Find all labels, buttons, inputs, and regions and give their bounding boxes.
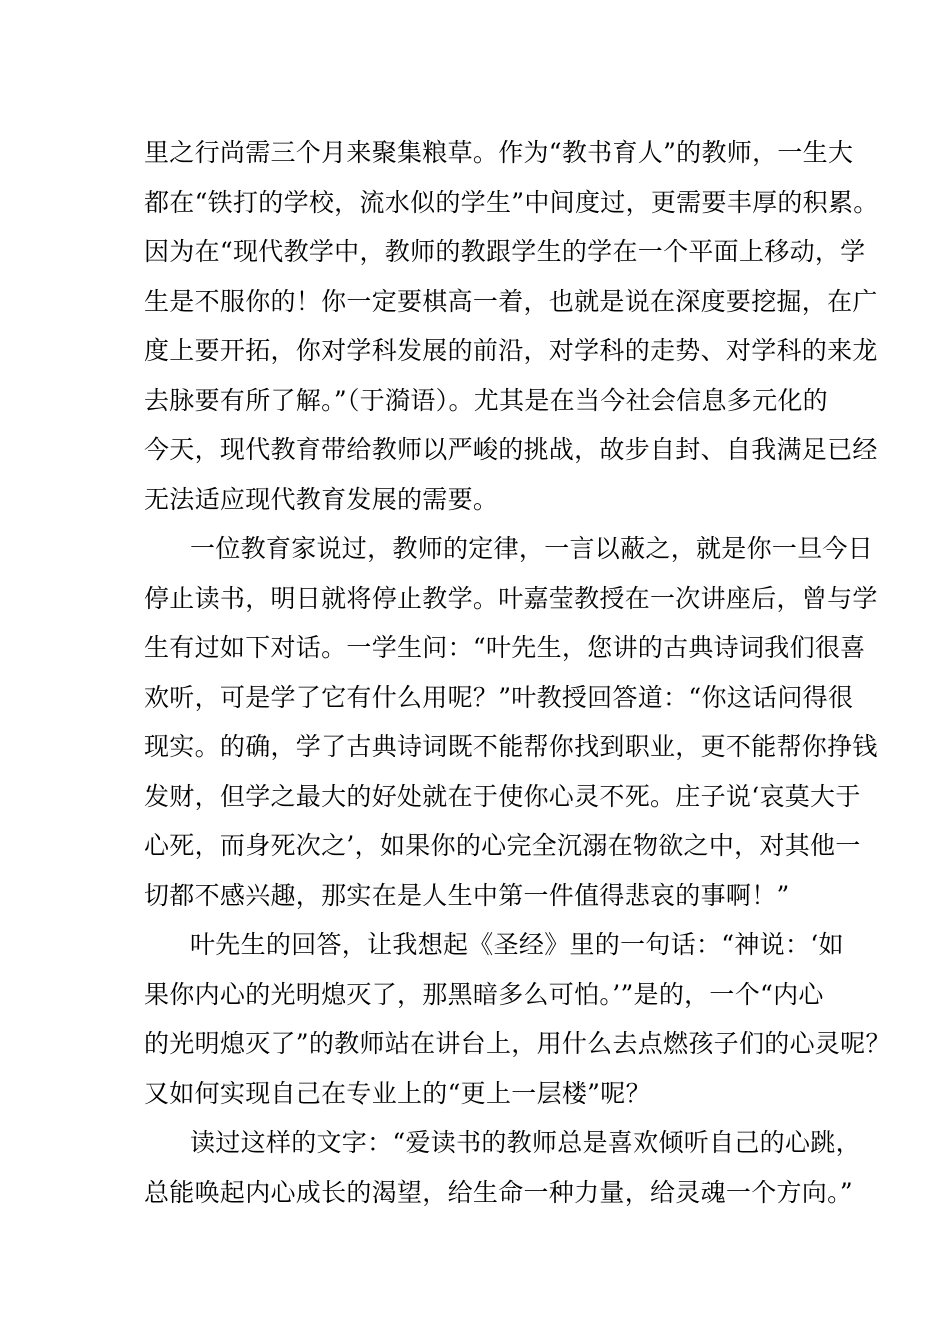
text-line: 切都不感兴趣，那实在是人生中第一件值得悲哀的事啊！” xyxy=(144,880,790,910)
text-line: 又如何实现自己在专业上的“更上一层楼”呢？ xyxy=(144,1078,651,1108)
paragraph-3 xyxy=(0,920,950,1118)
text-line: 心死，而身死次之’，如果你的心完全沉溺在物欲之中，对其他一 xyxy=(144,831,861,860)
text-line: 去脉要有所了解。”（于漪语）。尤其是在当今社会信息多元化的 xyxy=(144,385,828,415)
text-line: 今天，现代教育带给教师以严峻的挑战，故步自封、自我满足已经 xyxy=(144,435,878,464)
text-line: 度上要开拓，你对学科发展的前沿，对学科的走势、对学科的来龙 xyxy=(144,336,878,365)
text-line: 因为在“现代教学中，教师的教跟学生的学在一个平面上移动，学 xyxy=(144,237,866,266)
text-line: 总能唤起内心成长的渴望，给生命一种力量，给灵魂一个方向。” xyxy=(144,1177,853,1207)
paragraph-1 xyxy=(0,128,950,524)
text-line: 读过这样的文字：“爱读书的教师总是喜欢倾听自己的心跳， xyxy=(190,1128,861,1157)
text-line: 生有过如下对话。一学生问：“叶先生，您讲的古典诗词我们很喜 xyxy=(144,633,866,662)
paragraph-4 xyxy=(0,1118,950,1217)
text-line: 的光明熄灭了”的教师站在讲台上，用什么去点燃孩子们的心灵呢？ xyxy=(144,1029,891,1058)
text-line: 里之行尚需三个月来聚集粮草。作为“教书育人”的教师，一生大 xyxy=(144,138,854,167)
text-line: 停止读书，明日就将停止教学。叶嘉莹教授在一次讲座后，曾与学 xyxy=(144,583,878,613)
text-line: 欢听，可是学了它有什么用呢？”叶教授回答道：“你这话问得很 xyxy=(144,682,854,712)
text-line: 果你内心的光明熄灭了，那黑暗多么可怕。’”是的，一个“内心 xyxy=(144,979,824,1009)
text-line: 一位教育家说过，教师的定律，一言以蔽之，就是你一旦今日 xyxy=(190,534,874,563)
text-line: 现实。的确，学了古典诗词既不能帮你找到职业，更不能帮你挣钱 xyxy=(144,732,878,761)
text-line: 生是不服你的！你一定要棋高一着，也就是说在深度要挖掘，在广 xyxy=(144,286,878,316)
paragraph-2 xyxy=(0,524,950,920)
text-line: 发财，但学之最大的好处就在于使你心灵不死。庄子说‘哀莫大于 xyxy=(144,781,861,811)
text-line: 都在“铁打的学校，流水似的学生”中间度过，更需要丰厚的积累。 xyxy=(144,187,879,217)
text-line: 无法适应现代教育发展的需要。 xyxy=(144,484,499,514)
text-line: 叶先生的回答，让我想起《圣经》里的一句话：“神说：‘如 xyxy=(190,930,844,959)
